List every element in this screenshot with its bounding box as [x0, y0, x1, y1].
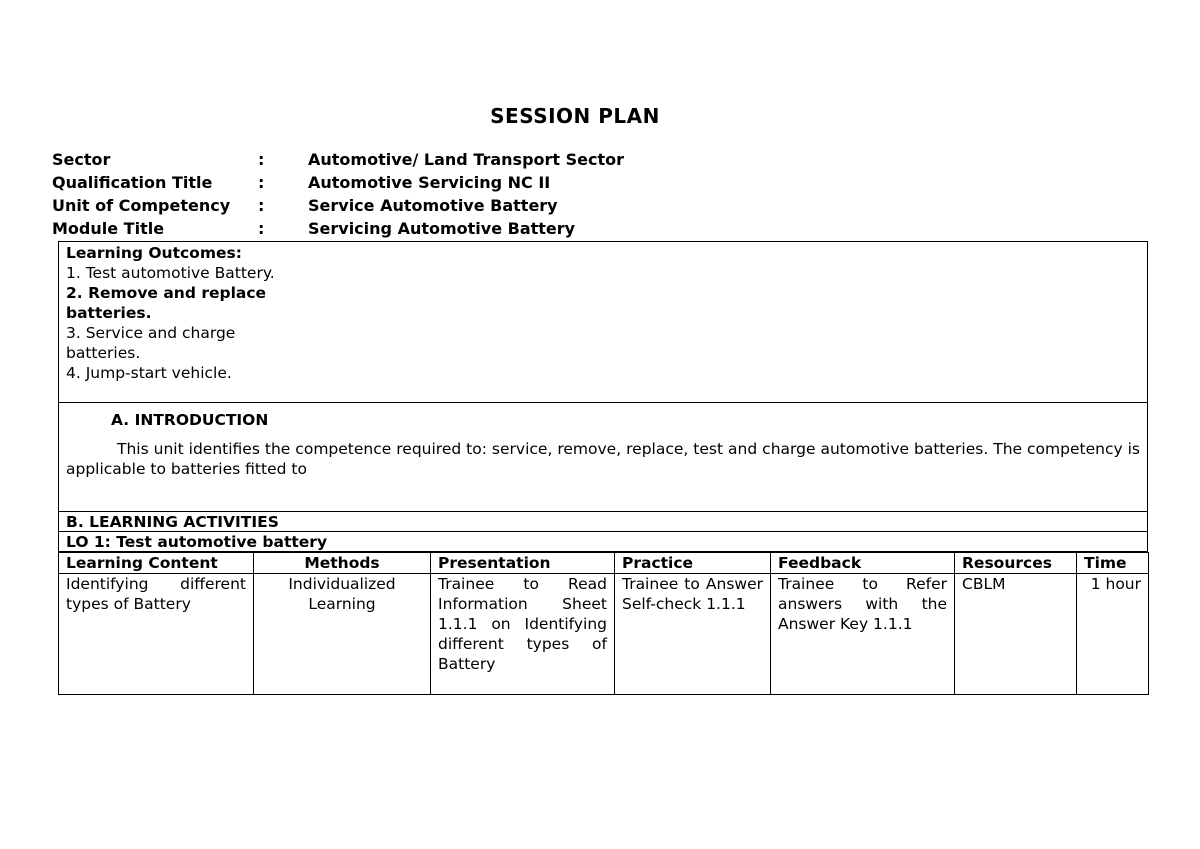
introduction-text: This unit identifies the competence required to: service, remove, replace, test and charge automotive batteries. The competency is applicable to batteries fitted to [66, 440, 1140, 478]
cell-practice: Trainee to Answer Self-check 1.1.1 [615, 574, 771, 695]
learning-outcomes-section [58, 241, 1148, 403]
lo-heading: LO 1: Test automotive battery [58, 531, 1148, 552]
meta-label: Unit of Competency [52, 196, 231, 215]
cell-resources: CBLM [955, 574, 1077, 695]
meta-label: Sector [52, 150, 111, 169]
table-header-row [59, 553, 1149, 574]
meta-row-unit [52, 194, 624, 217]
column-header: Presentation [431, 553, 615, 574]
page-title: SESSION PLAN [490, 104, 660, 128]
table-row [59, 574, 1149, 695]
meta-label: Module Title [52, 219, 165, 238]
meta-row-module [52, 217, 624, 240]
plan-meta [52, 148, 624, 240]
introduction-section [58, 402, 1148, 512]
column-header: Resources [955, 553, 1077, 574]
learning-outcome-item: 3. Service and charge batteries. [66, 324, 236, 362]
column-header: Learning Content [59, 553, 254, 574]
column-header: Methods [254, 553, 431, 574]
meta-colon: : [258, 173, 265, 192]
learning-outcome-item: 1. Test automotive Battery. [66, 264, 275, 282]
meta-label: Qualification Title [52, 173, 213, 192]
learning-outcomes-heading: Learning Outcomes: [66, 244, 242, 262]
meta-row-sector [52, 148, 624, 171]
meta-value: Service Automotive Battery [308, 196, 558, 215]
cell-methods: Individualized Learning [254, 574, 431, 695]
meta-value: Servicing Automotive Battery [308, 219, 576, 238]
column-header: Feedback [771, 553, 955, 574]
cell-presentation: Trainee to Read Information Sheet 1.1.1 on Identifying different types of Battery [431, 574, 615, 695]
learning-outcome-item: 2. Remove and replace batteries. [66, 284, 267, 322]
column-header: Time [1077, 553, 1149, 574]
cell-learning-content: Identifying different types of Battery [59, 574, 254, 695]
meta-colon: : [258, 150, 265, 169]
meta-row-qualification [52, 171, 624, 194]
learning-activities-heading: B. LEARNING ACTIVITIES [58, 511, 1148, 532]
learning-outcome-item: 4. Jump-start vehicle. [66, 364, 232, 382]
meta-value: Automotive Servicing NC II [308, 173, 551, 192]
meta-colon: : [258, 219, 265, 238]
activities-table [58, 552, 1149, 695]
meta-value: Automotive/ Land Transport Sector [308, 150, 625, 169]
introduction-heading: A. INTRODUCTION [111, 411, 269, 429]
cell-time: 1 hour [1077, 574, 1149, 695]
cell-feedback: Trainee to Refer answers with the Answer Key 1.1.1 [771, 574, 955, 695]
meta-colon: : [258, 196, 265, 215]
column-header: Practice [615, 553, 771, 574]
